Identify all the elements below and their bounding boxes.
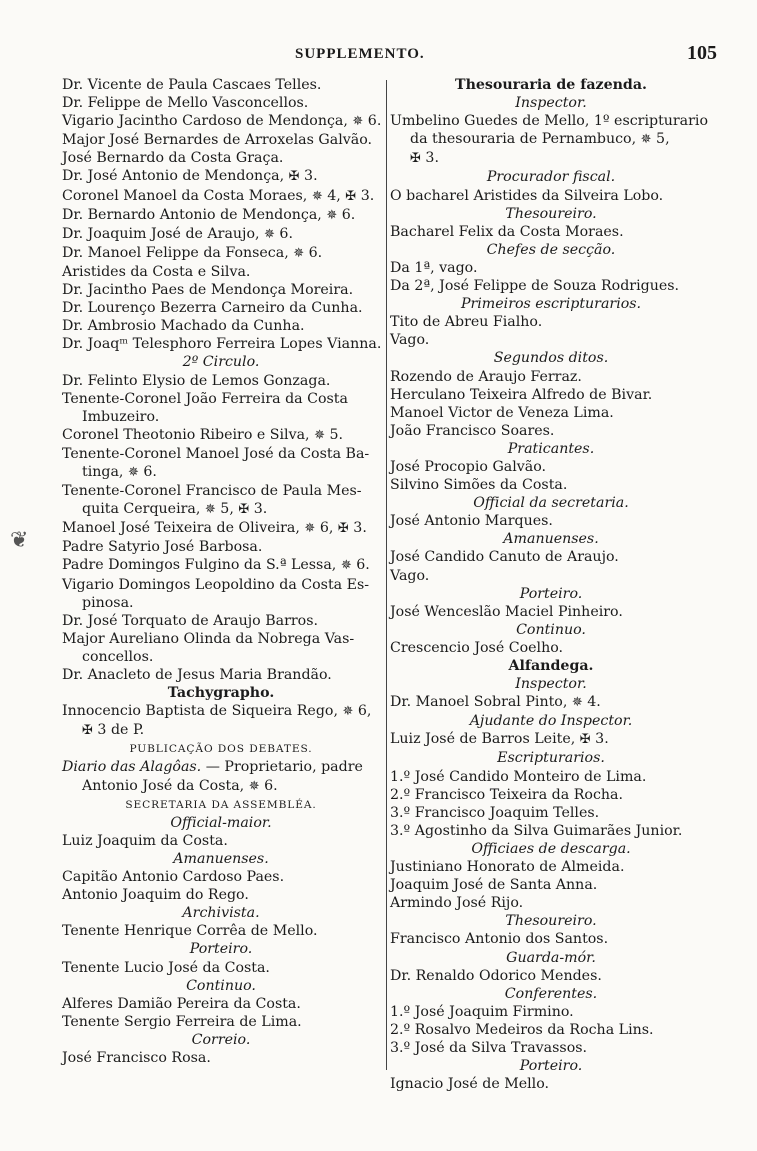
text-line: Crescencio José Coelho.	[390, 639, 564, 656]
text-line: Dr. Anacleto de Jesus Maria Brandão.	[62, 667, 332, 683]
text-line: Luiz José de Barros Leite, ✠ 3.	[390, 731, 609, 748]
section-heading: Chefes de secção.	[486, 241, 616, 258]
order-insignia-icon: ✵	[311, 188, 323, 204]
section-heading: Amanuenses.	[173, 850, 269, 867]
section-heading: Thesouraria de fazenda.	[455, 77, 647, 93]
text-line: Tenente-Coronel João Ferreira da Costa	[62, 390, 348, 407]
order-insignia-icon: ✵	[264, 226, 275, 242]
order-insignia-icon: ✵	[248, 778, 260, 794]
order-insignia-icon: ✠	[410, 151, 421, 167]
text-line: Major Aureliano Olinda da Nobrega Vas-	[62, 630, 355, 647]
text-line	[62, 758, 380, 776]
section-heading: Official-maior.	[170, 814, 272, 831]
text-line: Tenente-Coronel Manoel José da Costa Ba-	[62, 445, 370, 462]
order-insignia-icon: ✵	[340, 558, 352, 574]
text-line: quita Cerqueira, ✵ 5, ✠ 3.	[82, 501, 268, 518]
text-line: Tenente Sergio Ferreira de Lima.	[62, 1013, 302, 1030]
text-line: Dr. Renaldo Odorico Mendes.	[390, 967, 602, 984]
text-line: Dr. Ambrosio Machado da Cunha.	[62, 318, 305, 335]
text-line: Dr. Felinto Elysio de Lemos Gonzaga.	[62, 372, 331, 389]
section-heading: Porteiro.	[519, 585, 583, 602]
text-line: 1.º José Joaquim Firmino.	[390, 1003, 574, 1020]
section-heading: Amanuenses.	[503, 531, 599, 548]
order-insignia-icon: ✵	[293, 245, 305, 261]
text-line: Luiz Joaquim da Costa.	[62, 832, 228, 849]
section-heading: Escripturarios.	[497, 750, 605, 767]
text-line: Tenente Lucio José da Costa.	[62, 959, 270, 976]
text-line: pinosa.	[82, 594, 134, 611]
publication-owner: — Proprietario, padre	[201, 759, 363, 776]
text-line: Dr. Jacintho Paes de Mendonça Moreira.	[62, 282, 354, 299]
text-line: da thesouraria de Pernambuco, ✵ 5,	[410, 131, 670, 148]
text-line: Dr. José Torquato de Araujo Barros.	[62, 612, 318, 629]
text-line: Joaquim José de Santa Anna.	[390, 877, 598, 894]
order-insignia-icon: ✠	[82, 723, 93, 739]
text-line: Antonio Joaquim do Rego.	[62, 887, 249, 904]
left-column	[62, 76, 380, 1067]
section-heading: SECRETARIA DA ASSEMBLÉA.	[125, 798, 317, 811]
running-title: SUPPLEMENTO.	[295, 46, 425, 62]
text-line: Herculano Teixeira Alfredo de Bivar.	[390, 386, 653, 403]
order-insignia-icon: ✵	[127, 464, 139, 480]
text-line: Capitão Antonio Cardoso Paes.	[62, 869, 285, 886]
text-line: Da 2ª, José Felippe de Souza Rodrigues.	[390, 278, 680, 295]
text-line: Umbelino Guedes de Mello, 1º escripturario	[390, 113, 709, 130]
text-line: concellos.	[82, 648, 154, 665]
text-line: Manoel José Teixeira de Oliveira, ✵ 6, ✠ 3.	[62, 520, 367, 537]
right-column	[390, 76, 712, 1093]
order-insignia-icon: ✵	[304, 521, 316, 537]
margin-ornament-icon: ❦	[10, 528, 29, 553]
text-line: José Antonio Marques.	[390, 513, 553, 530]
text-line: José Procopio Galvão.	[390, 458, 547, 475]
order-insignia-icon: ✵	[571, 695, 583, 711]
page-header	[60, 42, 717, 70]
text-line: 3.º Agostinho da Silva Guimarães Junior.	[390, 822, 683, 839]
text-line: Bacharel Felix da Costa Moraes.	[390, 223, 624, 240]
order-insignia-icon: ✠	[337, 521, 349, 537]
section-heading: Continuo.	[186, 977, 256, 994]
text-line: Alferes Damião Pereira da Costa.	[62, 995, 301, 1012]
text-line: Dr. José Antonio de Mendonça, ✠ 3.	[62, 168, 318, 185]
section-heading: PUBLICAÇÃO DOS DEBATES.	[129, 743, 313, 756]
text-line: Dr. Joaquim José de Araujo, ✵ 6.	[62, 225, 293, 242]
text-line: 3.º José da Silva Travassos.	[390, 1039, 588, 1056]
order-insignia-icon: ✵	[342, 704, 354, 720]
section-heading: Primeiros escripturarios.	[460, 296, 642, 313]
text-line: Antonio José da Costa, ✵ 6.	[82, 777, 278, 794]
text-line: Imbuzeiro.	[82, 408, 160, 425]
text-line: Vago.	[390, 332, 430, 349]
order-insignia-icon: ✵	[314, 427, 325, 443]
text-line: Padre Domingos Fulgino da S.ª Lessa, ✵ 6.	[62, 557, 370, 574]
text-line: Da 1ª, vago.	[390, 259, 478, 276]
text-line: Vigario Jacintho Cardoso de Mendonça, ✵ 6.	[62, 113, 382, 130]
section-heading: Thesoureiro.	[505, 205, 597, 222]
text-line: Major José Bernardes de Arroxelas Galvão.	[62, 132, 373, 149]
section-heading: Continuo.	[516, 621, 586, 638]
section-heading: Procurador fiscal.	[486, 169, 616, 186]
section-heading: Tachygrapho.	[167, 685, 275, 702]
section-heading: Official da secretaria.	[473, 495, 629, 512]
section-heading: Porteiro.	[189, 941, 253, 958]
text-line: Dr. Vicente de Paula Cascaes Telles.	[62, 77, 322, 93]
text-line: José Wenceslão Maciel Pinheiro.	[390, 603, 623, 620]
text-line: Ignacio José de Mello.	[390, 1076, 550, 1093]
text-line: Justiniano Honorato de Almeida.	[390, 859, 625, 876]
section-heading: Ajudante do Inspector.	[469, 713, 633, 730]
text-line: Rozendo de Araujo Ferraz.	[390, 368, 582, 385]
text-line: Tito de Abreu Fialho.	[390, 314, 543, 331]
order-insignia-icon: ✵	[640, 132, 652, 148]
section-heading: Praticantes.	[507, 440, 595, 457]
text-line: Innocencio Baptista de Siqueira Rego, ✵ 6,	[62, 703, 372, 720]
text-line: Vago.	[390, 567, 430, 584]
section-heading: Porteiro.	[519, 1058, 583, 1075]
text-line: Francisco Antonio dos Santos.	[390, 931, 609, 948]
text-line: José Francisco Rosa.	[62, 1049, 211, 1066]
text-line: Coronel Theotonio Ribeiro e Silva, ✵ 5.	[62, 426, 344, 443]
page-number: 105	[687, 42, 717, 64]
order-insignia-icon: ✠	[579, 732, 591, 748]
text-line: ✠ 3 de P.	[82, 722, 145, 739]
order-insignia-icon: ✵	[326, 207, 338, 223]
text-line: O bacharel Aristides da Silveira Lobo.	[390, 187, 664, 204]
text-line: tinga, ✵ 6.	[82, 463, 157, 480]
order-insignia-icon: ✠	[288, 169, 300, 185]
text-line: João Francisco Soares.	[390, 422, 555, 439]
text-line: Aristides da Costa e Silva.	[62, 263, 251, 280]
text-line: Silvino Simões da Costa.	[390, 477, 568, 494]
text-line: Manoel Victor de Veneza Lima.	[390, 404, 614, 421]
text-line: Armindo José Rijo.	[390, 895, 524, 912]
order-insignia-icon: ✠	[238, 502, 250, 518]
text-line: Dr. Joaqᵐ Telesphoro Ferreira Lopes Vianna.	[62, 336, 382, 353]
text-line: Dr. Manoel Sobral Pinto, ✵ 4.	[390, 694, 601, 711]
section-heading: Thesoureiro.	[505, 913, 597, 930]
text-line: 2.º Francisco Teixeira da Rocha.	[390, 786, 624, 803]
order-insignia-icon: ✵	[204, 502, 216, 518]
section-heading: Conferentes.	[504, 985, 598, 1002]
text-line: Tenente Henrique Corrêa de Mello.	[62, 923, 318, 940]
section-heading: Officiaes de descarga.	[471, 840, 631, 857]
text-line: Dr. Bernardo Antonio de Mendonça, ✵ 6.	[62, 206, 356, 223]
section-heading: Guarda-mór.	[506, 949, 596, 966]
section-heading: Inspector.	[515, 95, 587, 112]
text-line: ✠ 3.	[410, 150, 439, 167]
publication-title: Diario das Alagôas.	[62, 759, 202, 776]
text-line: Tenente-Coronel Francisco de Paula Mes-	[62, 483, 362, 500]
section-heading: 2º Circulo.	[182, 354, 260, 371]
section-heading: Alfandega.	[508, 658, 594, 674]
text-line: Vigario Domingos Leopoldino da Costa Es-	[62, 576, 370, 593]
section-heading: Archivista.	[182, 905, 260, 922]
section-heading: Correio.	[191, 1031, 251, 1048]
text-line: 3.º Francisco Joaquim Telles.	[390, 804, 600, 821]
section-heading: Inspector.	[515, 676, 587, 693]
section-heading: Segundos ditos.	[493, 350, 609, 367]
text-line: Coronel Manoel da Costa Moraes, ✵ 4, ✠ 3.	[62, 187, 375, 204]
text-line: José Candido Canuto de Araujo.	[390, 549, 619, 566]
order-insignia-icon: ✠	[345, 188, 357, 204]
text-line: Padre Satyrio José Barbosa.	[62, 539, 263, 556]
column-divider	[386, 80, 387, 1070]
text-line: Dr. Lourenço Bezerra Carneiro da Cunha.	[62, 300, 363, 317]
text-line: 1.º José Candido Monteiro de Lima.	[390, 768, 647, 785]
text-line: Dr. Manoel Felippe da Fonseca, ✵ 6.	[62, 244, 323, 261]
order-insignia-icon: ✵	[352, 114, 364, 130]
text-line: José Bernardo da Costa Graça.	[62, 150, 284, 167]
text-line: Dr. Felippe de Mello Vasconcellos.	[62, 95, 309, 112]
text-line: 2.º Rosalvo Medeiros da Rocha Lins.	[390, 1021, 654, 1038]
